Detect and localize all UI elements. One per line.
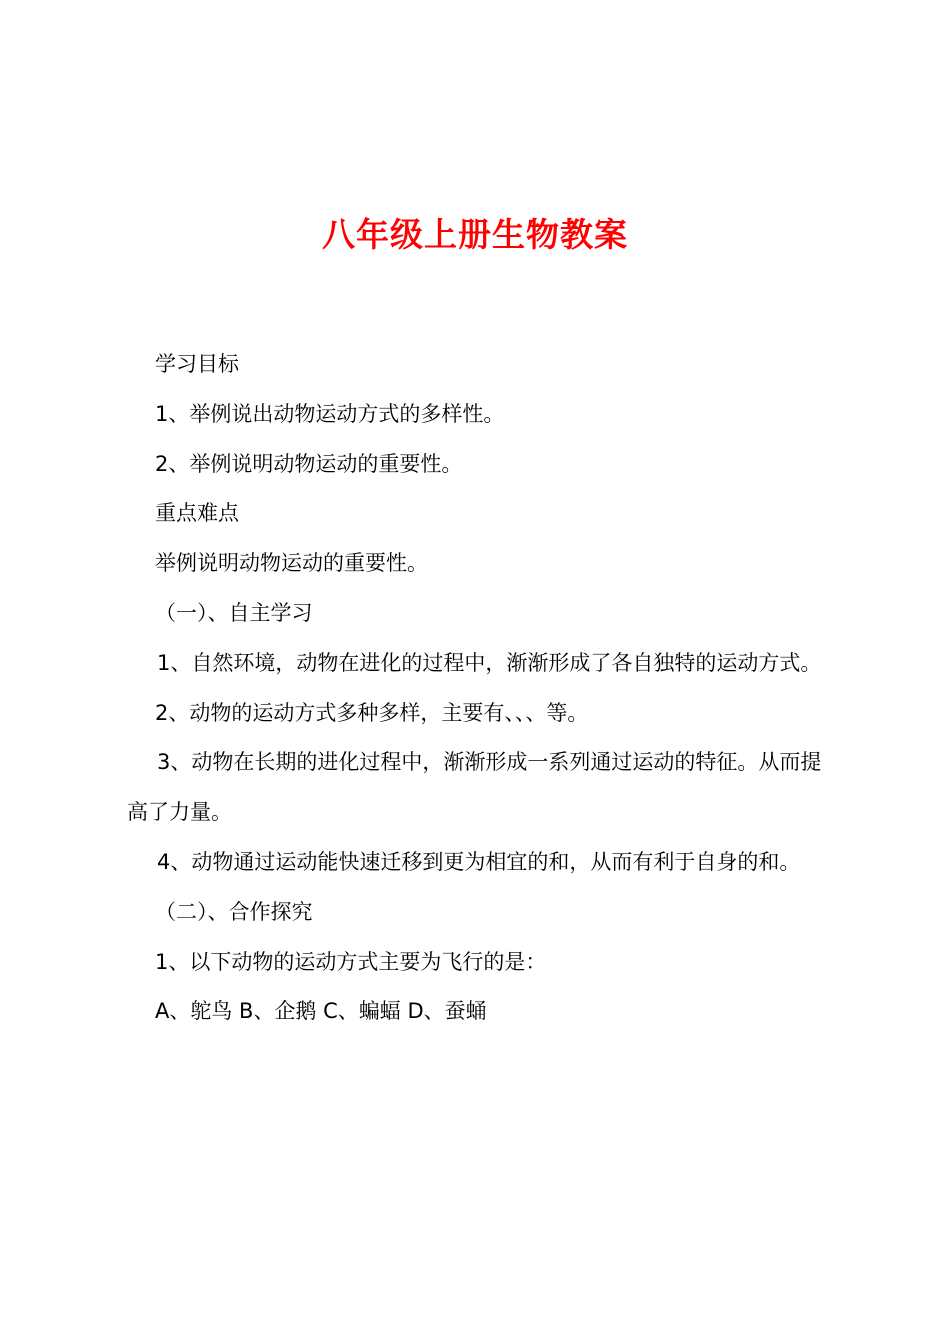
document-body: [127, 340, 833, 1037]
self-study-item-1: 1、自然环境，动物在进化的过程中，渐渐形成了各自独特的运动方式。: [157, 650, 822, 675]
question-item-1: 1、以下动物的运动方式主要为飞行的是：: [155, 949, 547, 974]
section-heading-objectives: 学习目标: [155, 352, 239, 376]
self-study-item-3: 3、动物在长期的进化过程中，渐渐形成一系列通过运动的特征。从而提高了力量。: [127, 750, 822, 825]
objective-item-2: 2、举例说明动物运动的重要性。: [155, 451, 463, 476]
key-point-text: 举例说明动物运动的重要性。: [155, 551, 428, 576]
section-heading-self-study: （一）、自主学习: [155, 600, 313, 625]
question-options: A、鸵鸟 B、企鹅 C、蝙蝠 D、蚕蛹: [155, 999, 487, 1024]
self-study-item-2: 2、动物的运动方式多种多样，主要有、、、等。: [155, 700, 589, 725]
section-heading-cooperative: （二）、合作探究: [155, 899, 313, 924]
objective-item-1: 1、举例说出动物运动方式的多样性。: [155, 401, 505, 426]
section-heading-key-points: 重点难点: [155, 501, 239, 526]
document-title: 八年级上册生物教案: [322, 215, 628, 254]
self-study-item-4: 4、动物通过运动能快速迁移到更为相宜的和，从而有利于自身的和。: [157, 849, 801, 874]
